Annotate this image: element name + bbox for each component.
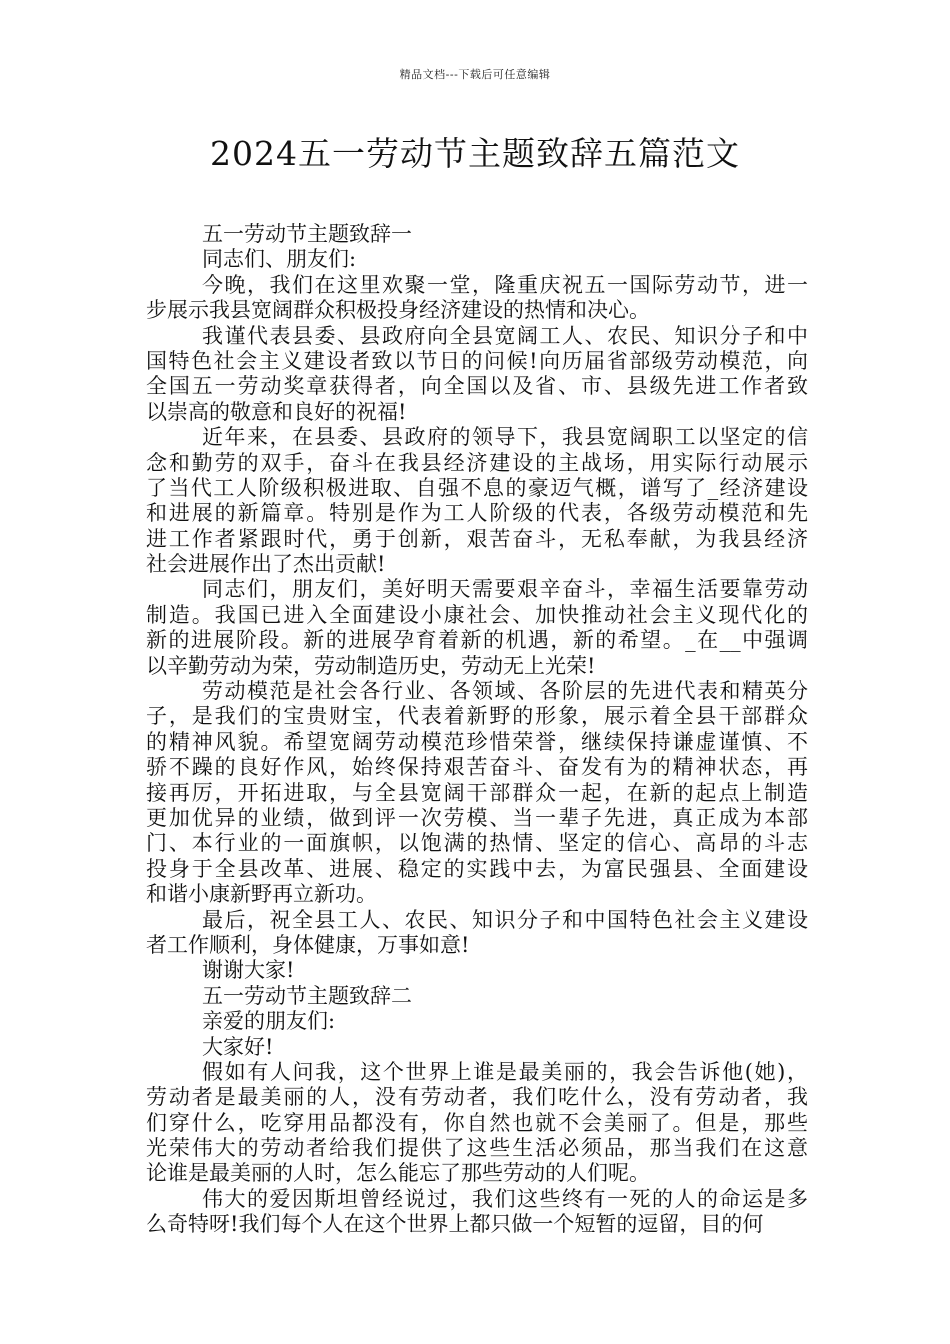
paragraph-line: 者工作顺利，身体健康，万事如意! — [146, 932, 470, 957]
paragraph-line: 念和勤劳的双手，奋斗在我县经济建设的主战场，用实际行动展示 — [146, 450, 808, 475]
paragraph-line: 子，是我们的宝贵财宝，代表着新野的形象，展示着全县干部群众 — [146, 704, 808, 729]
document-title: 2024五一劳动节主题致辞五篇范文 — [210, 134, 740, 173]
paragraph-line: 谢谢大家! — [202, 958, 295, 983]
paragraph — [146, 1187, 808, 1238]
paragraph — [146, 679, 808, 908]
paragraph-line: 亲爱的朋友们: — [202, 1009, 336, 1034]
paragraph — [146, 273, 808, 324]
paragraph — [146, 1060, 808, 1187]
paragraph-line: 和进展的新篇章。特别是作为工人阶级的代表，各级劳动模范和先 — [146, 501, 808, 526]
paragraph-line: 接再厉，开拓进取，与全县宽阔干部群众一起，在新的起点上制造 — [146, 780, 808, 805]
paragraph — [146, 1009, 808, 1034]
paragraph-line: 社会进展作出了杰出贡献! — [146, 552, 386, 577]
paragraph-line: 了当代工人阶级积极进取、自强不息的豪迈气概，谱写了_经济建设 — [146, 475, 808, 500]
paragraph-line: 大家好! — [202, 1034, 274, 1059]
paragraph-line: 伟大的爱因斯坦曾经说过，我们这些终有一死的人的命运是多 — [202, 1186, 808, 1211]
paragraph-line: 最后，祝全县工人、农民、知识分子和中国特色社会主义建设 — [202, 907, 808, 932]
paragraph-line: 五一劳动节主题致辞二 — [202, 983, 412, 1008]
paragraph-line: 劳动者是最美丽的人，没有劳动者，我们吃什么，没有劳动者，我 — [146, 1085, 808, 1110]
paragraph — [146, 222, 808, 247]
paragraph-line: 五一劳动节主题致辞一 — [202, 222, 412, 246]
paragraph-line: 以崇高的敬意和良好的祝福! — [146, 399, 407, 424]
paragraph-line: 门、本行业的一面旗帜，以饱满的热情、坚定的信心、高昂的斗志 — [146, 831, 808, 856]
paragraph-line: 同志们、朋友们: — [202, 247, 357, 272]
paragraph-line: 更加优异的业绩，做到评一次劳模、当一辈子先进，真正成为本部 — [146, 805, 808, 830]
paragraph — [146, 984, 808, 1009]
paragraph-line: 进工作者紧跟时代，勇于创新，艰苦奋斗，无私奉献，为我县经济 — [146, 526, 808, 551]
paragraph — [146, 425, 808, 577]
paragraph-line: 今晚，我们在这里欢聚一堂，隆重庆祝五一国际劳动节，进一 — [202, 272, 808, 297]
paragraph — [146, 247, 808, 272]
paragraph-line: 骄不躁的良好作风，始终保持艰苦奋斗、奋发有为的精神状态，再 — [146, 755, 808, 780]
paragraph-line: 制造。我国已进入全面建设小康社会、加快推动社会主义现代化的 — [146, 602, 808, 627]
paragraph-line: 步展示我县宽阔群众积极投身经济建设的热情和决心。 — [146, 298, 650, 323]
paragraph-line: 假如有人问我，这个世界上谁是最美丽的，我会告诉他(她)， — [202, 1059, 808, 1084]
paragraph-line: 们穿什么，吃穿用品都没有，你自然也就不会美丽了。但是，那些 — [146, 1110, 808, 1135]
paragraph-line: 和谐小康新野再立新功。 — [146, 882, 377, 907]
paragraph-line: 近年来，在县委、县政府的领导下，我县宽阔职工以坚定的信 — [202, 425, 808, 450]
document-body — [146, 222, 808, 1238]
paragraph — [146, 324, 808, 426]
paragraph-line: 新的进展阶段。新的进展孕育着新的机遇，新的希望。_在__中强调 — [146, 628, 808, 653]
paragraph — [146, 958, 808, 983]
paragraph — [146, 908, 808, 959]
paragraph-line: 的精神风貌。希望宽阔劳动模范珍惜荣誉，继续保持谦虚谨慎、不 — [146, 729, 808, 754]
paragraph-line: 么奇特呀!我们每个人在这个世界上都只做一个短暂的逗留，目的何 — [146, 1212, 764, 1237]
paragraph-line: 全国五一劳动奖章获得者，向全国以及省、市、县级先进工作者致 — [146, 374, 808, 399]
paragraph-line: 同志们，朋友们，美好明天需要艰辛奋斗，幸福生活要靠劳动 — [202, 577, 808, 602]
paragraph-line: 投身于全县改革、进展、稳定的实践中去，为富民强县、全面建设 — [146, 856, 808, 881]
header-note: 精品文档---下载后可任意编辑 — [399, 68, 551, 81]
paragraph-line: 以辛勤劳动为荣，劳动制造历史，劳动无上光荣! — [146, 653, 596, 678]
paragraph-line: 光荣伟大的劳动者给我们提供了这些生活必须品，那当我们在这意 — [146, 1136, 808, 1161]
paragraph-line: 我谨代表县委、县政府向全县宽阔工人、农民、知识分子和中 — [202, 323, 808, 348]
paragraph — [146, 1035, 808, 1060]
paragraph-line: 论谁是最美丽的人时，怎么能忘了那些劳动的人们呢。 — [146, 1161, 650, 1186]
paragraph-line: 劳动模范是社会各行业、各领域、各阶层的先进代表和精英分 — [202, 679, 808, 704]
paragraph — [146, 577, 808, 679]
paragraph-line: 国特色社会主义建设者致以节日的问候!向历届省部级劳动模范，向 — [146, 348, 808, 373]
